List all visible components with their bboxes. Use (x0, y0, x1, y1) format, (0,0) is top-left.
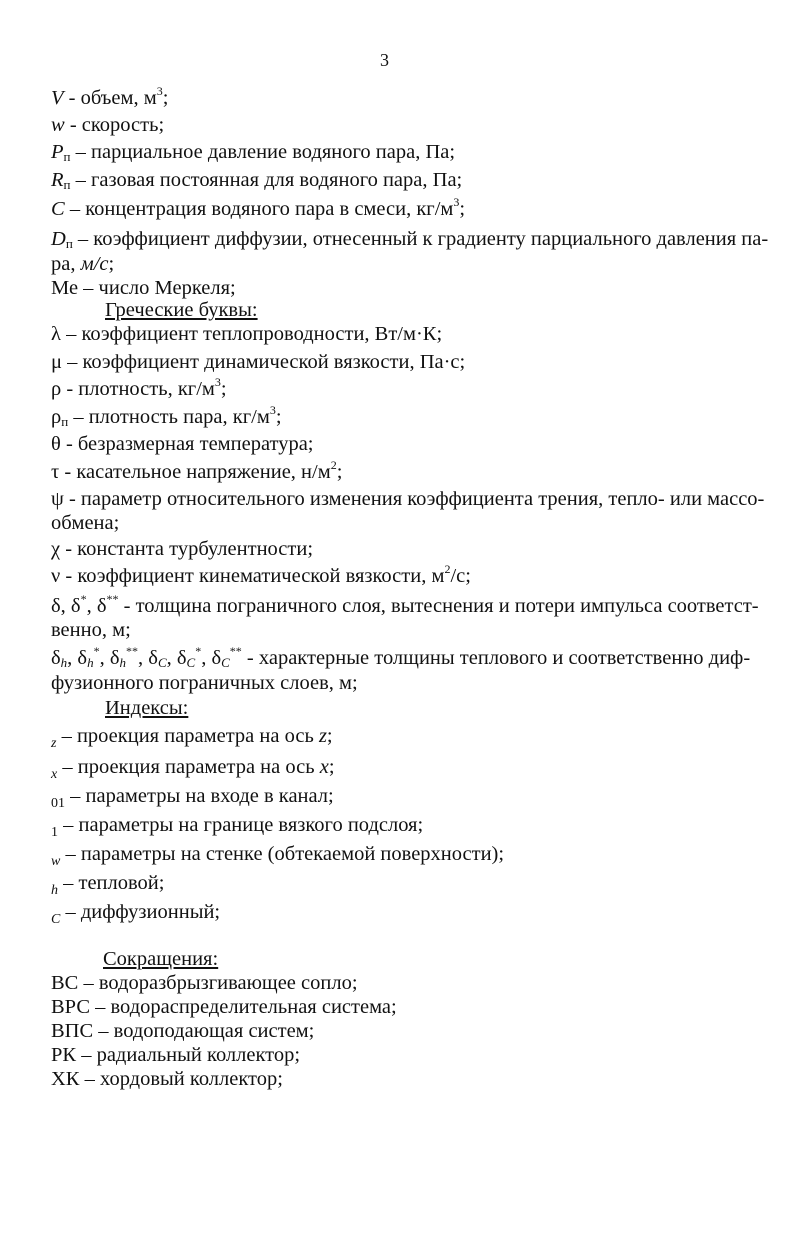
nomenclature-line-diffusion: $D_п$ – коэффициент диффузии, отнесенный к градиенту парциального давления па- (51, 228, 769, 251)
index-line-01: $_{01}$ – параметры на входе в канал; (51, 785, 334, 811)
index-heading: Индексы: (105, 697, 189, 719)
index-line-c: $_C$ – диффузионный; (51, 901, 221, 927)
nomenclature-line-volume: V - объем, $м^3$; (51, 84, 169, 109)
greek-line-delta: δ, δ*, δ** - толщина пограничного слоя, вытеснения и потери импульса соответст- (51, 592, 759, 617)
index-line-z: $_z$ – проекция параметра на ось z; (51, 725, 333, 751)
delta-h: $\delta_h$ (51, 647, 68, 670)
index-line-h: $_h$ – тепловой; (51, 872, 165, 898)
index-line-w: $_w$ – параметры на стенке (обтекаемой поверхности); (51, 843, 505, 869)
greek-line-rho-vapor: $\rho_п$ – плотность пара, $кг/м^3$; (51, 403, 282, 429)
delta-c: $\delta_C$ (148, 647, 167, 670)
greek-line-psi: ψ - параметр относительного изменения коэффициента трения, тепло- или массо- (51, 488, 765, 510)
index-line-x: $_x$ – проекция параметра на ось x; (51, 756, 335, 782)
delta-c-dstar: $\delta_C^{**}$ (211, 644, 242, 670)
nomenclature-line-diffusion-cont: ра, м/с; (51, 253, 115, 275)
greek-heading: Греческие буквы: (105, 299, 258, 321)
abbr-line-vps: ВПС – водоподающая систем; (51, 1020, 315, 1042)
greek-line-delta-thermal-cont: фузионного пограничных слоев, м; (51, 672, 358, 694)
greek-line-rho: ρ - плотность, $кг/м^3$; (51, 375, 227, 400)
nomenclature-line-gas-constant: $R_п$ – газовая постоянная для водяного пара, Па; (51, 169, 463, 192)
greek-line-nu: ν - коэффициент кинематической вязкости, $м^2/с$; (51, 562, 471, 587)
greek-line-delta-thermal: $\delta_h$, $\delta_h^*$, $\delta_h^{**}$, $\delta_C$, $\delta_C^*$, $\delta_C^{**}$ - характерные толщины теплового и соответственно диф- (51, 644, 751, 670)
greek-line-psi-cont: обмена; (51, 512, 120, 534)
delta-h-star: $\delta_h^*$ (77, 644, 100, 670)
abbr-line-vrs: ВРС – водораспределительная система; (51, 996, 397, 1018)
abbr-line-rk: РК – радиальный коллектор; (51, 1044, 301, 1066)
nomenclature-line-partial-pressure: $P_п$ – парциальное давление водяного пара, Па; (51, 141, 456, 164)
greek-line-lambda: λ – коэффициент теплопроводности, Вт/м·К; (51, 323, 443, 345)
abbr-line-hk: ХК – хордовый коллектор; (51, 1068, 283, 1090)
delta-c-star: $\delta_C^*$ (176, 644, 202, 670)
greek-line-tau: τ - касательное напряжение, $н/м^2$; (51, 458, 343, 483)
abbr-heading: Сокращения: (103, 948, 219, 970)
greek-line-chi: χ - константа турбулентности; (51, 538, 314, 560)
greek-line-delta-cont: венно, м; (51, 619, 131, 641)
delta-h-dstar: $\delta_h^{**}$ (109, 644, 139, 670)
nomenclature-line-concentration: C – концентрация водяного пара в смеси, $кг/м^3$; (51, 195, 466, 220)
nomenclature-line-velocity: w - скорость; (51, 114, 165, 136)
greek-line-mu: μ – коэффициент динамической вязкости, Па·с; (51, 351, 466, 373)
greek-line-theta: θ - безразмерная температура; (51, 433, 314, 455)
nomenclature-line-merkel: Ме – число Меркеля; (51, 277, 236, 299)
index-line-1: $_1$ – параметры на границе вязкого подслоя; (51, 814, 424, 840)
abbr-line-vs: ВС – водоразбрызгивающее сопло; (51, 972, 358, 994)
page-number: 3 (380, 50, 389, 70)
